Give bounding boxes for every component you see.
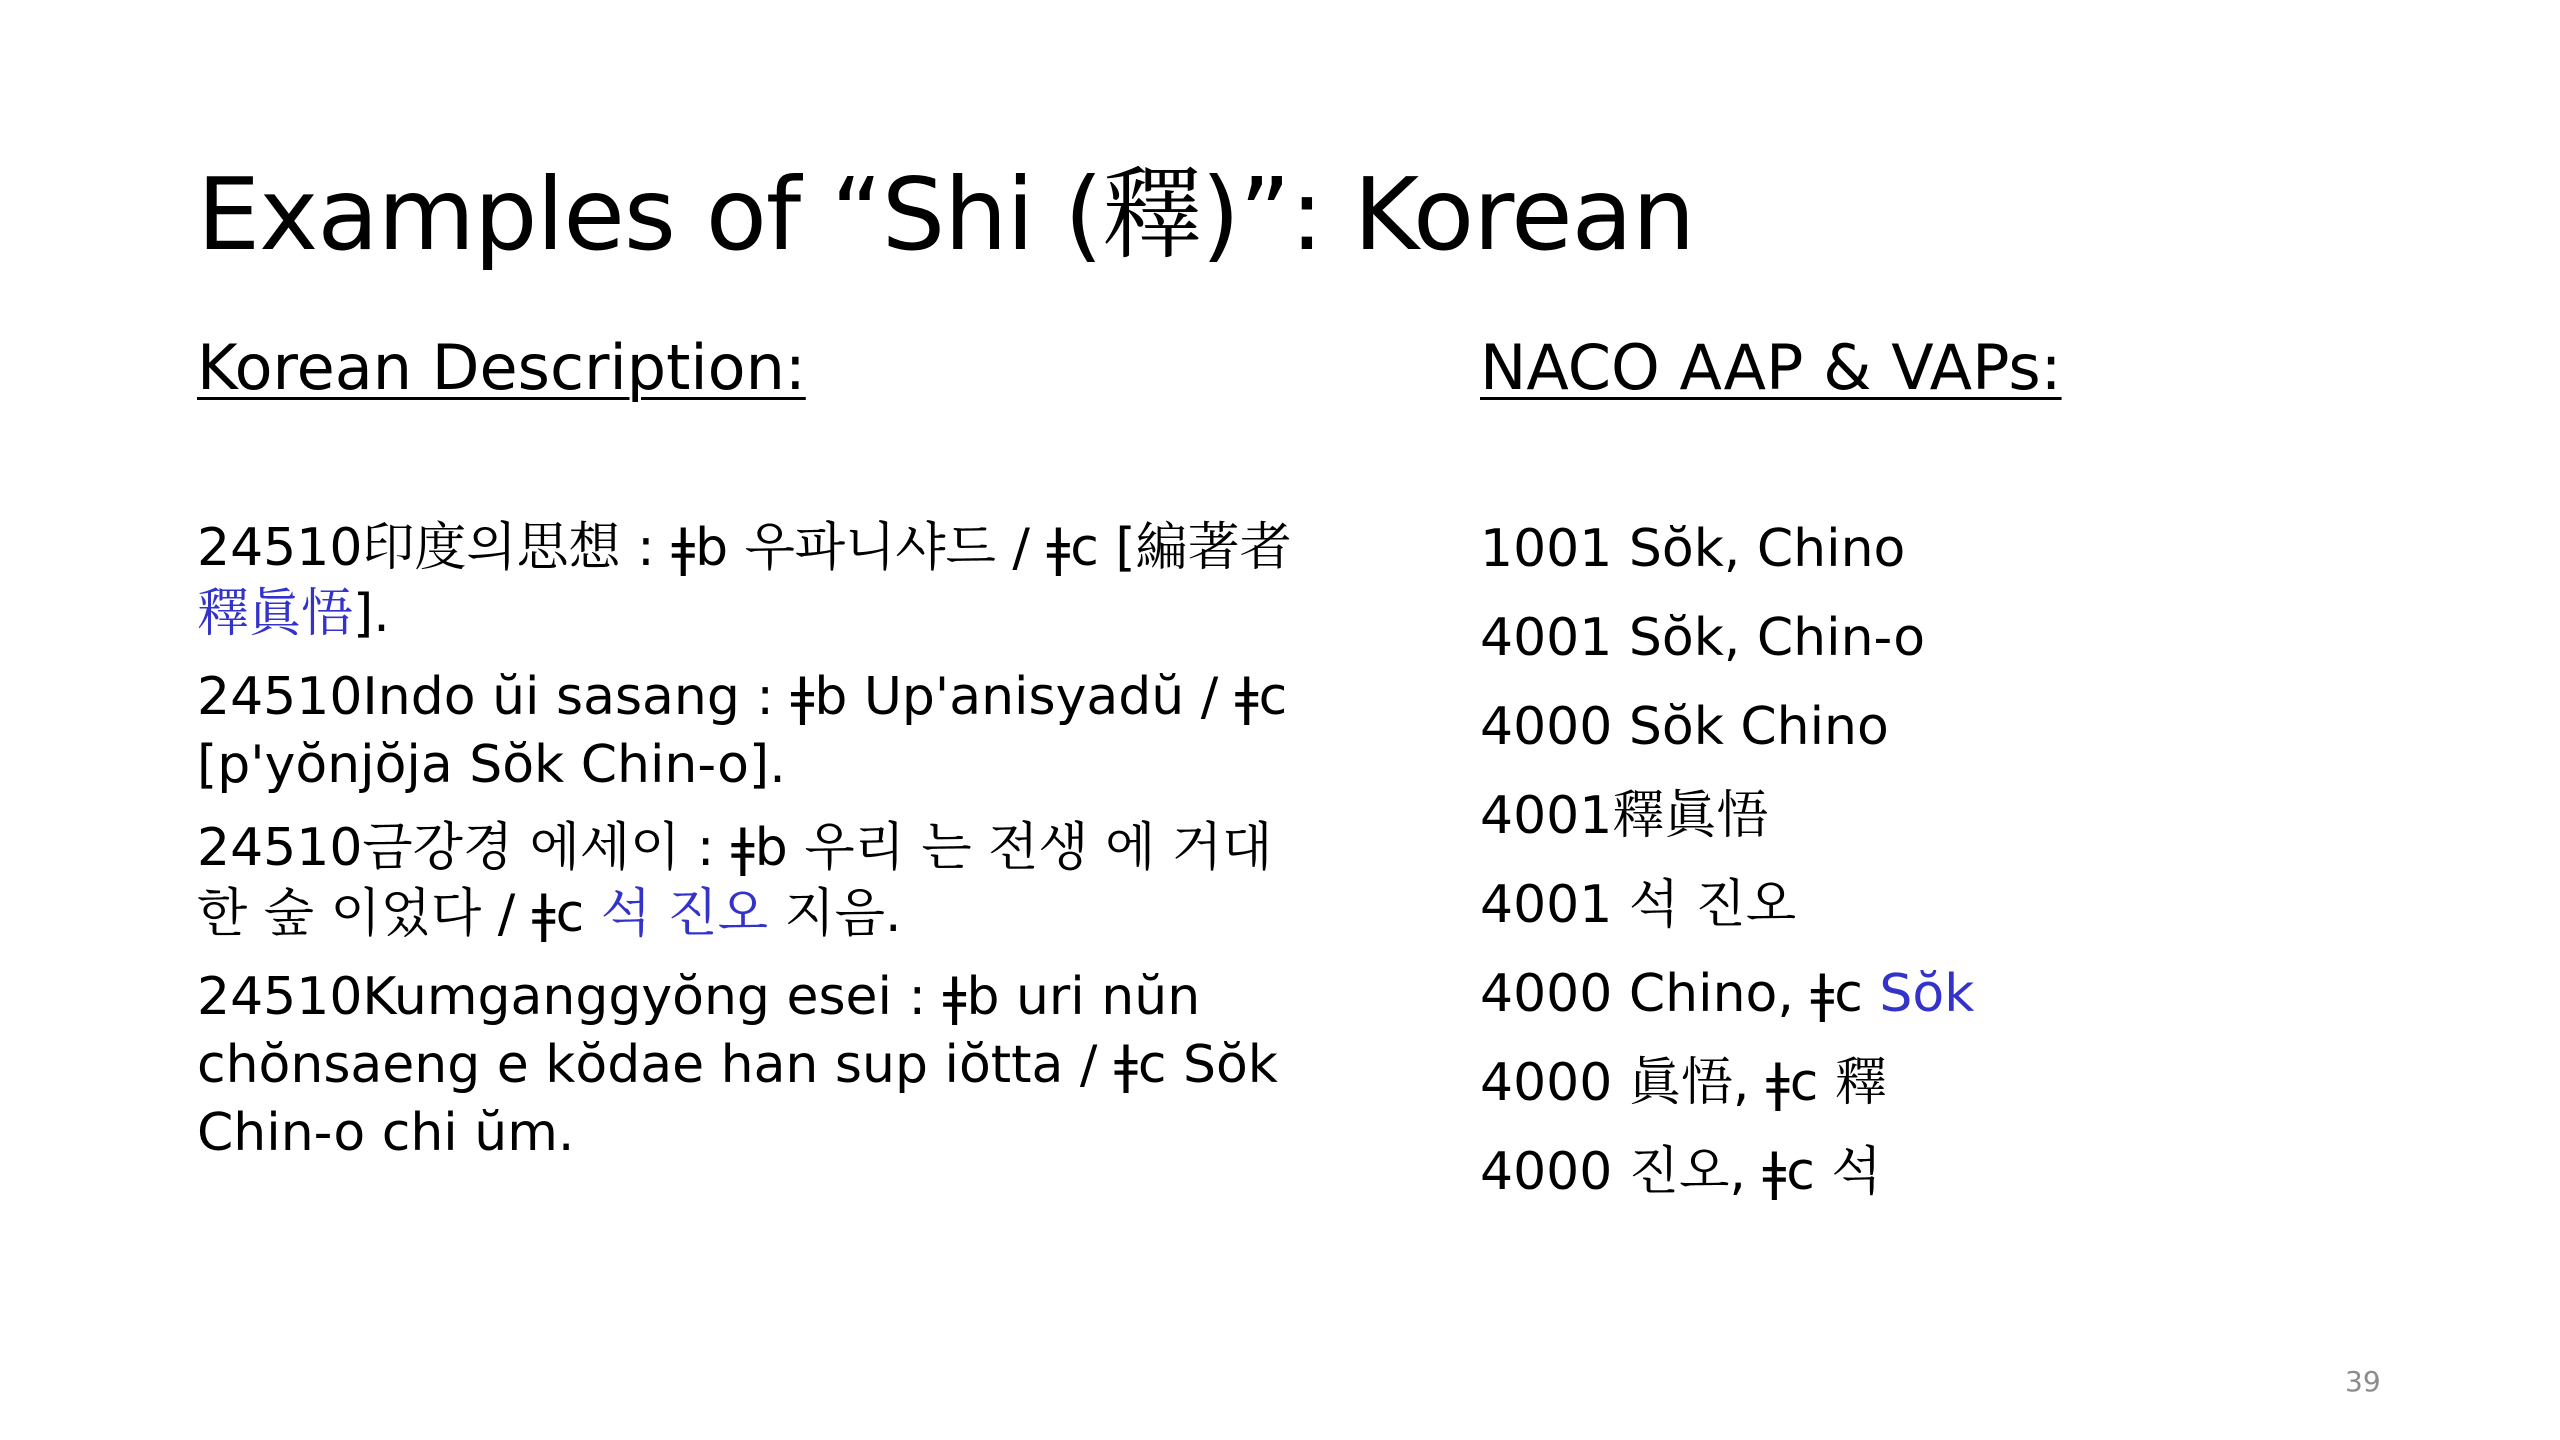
naco-list (1480, 515, 2380, 1227)
description-entry (197, 663, 1317, 799)
korean-description-heading: Korean Description: (197, 331, 806, 404)
entry-text: 지음. (768, 884, 902, 944)
naco-item: 4001釋眞悟 (1480, 786, 1769, 846)
naco-item: 4001 Sŏk, Chin-o (1480, 608, 1926, 668)
korean-description-list (197, 515, 1317, 1183)
naco-heading: NACO AAP & VAPs: (1480, 331, 2062, 404)
naco-item-text: 4000 Chino, ǂc (1480, 964, 1880, 1024)
entry-text: 24510Kumganggyŏng esei : ǂb uri nŭn chŏnsaeng e kŏdae han sup iŏtta / ǂc Sŏk Chin-o chi ŭm. (197, 967, 1278, 1163)
entry-text: 24510금강경 에세이 : ǂb 우리 는 전생 에 거대 한 숲 이었다 / ǂc (197, 818, 1273, 944)
highlighted-name: Sŏk (1879, 964, 1975, 1024)
highlighted-name: 釋眞悟 (197, 584, 354, 644)
highlighted-name: 석 진오 (600, 884, 769, 944)
naco-item: 4000 진오, ǂc 석 (1480, 1142, 1882, 1202)
entry-text: ]. (353, 584, 390, 644)
entry-text: 24510Indo ŭi sasang : ǂb Up'anisyadŭ / ǂc [p'yŏnjŏja Sŏk Chin-o]. (197, 667, 1288, 795)
naco-item: 4000 Sŏk Chino (1480, 697, 1889, 757)
description-entry (197, 515, 1317, 647)
page-number: 39 (2345, 1365, 2381, 1398)
description-entry (197, 815, 1317, 947)
naco-item: 4001 석 진오 (1480, 875, 1797, 935)
description-entry (197, 963, 1317, 1167)
slide-title: Examples of “Shi (釋)”: Korean (197, 156, 1695, 273)
naco-item: 4000 眞悟, ǂc 釋 (1480, 1053, 1887, 1113)
naco-item: 1001 Sŏk, Chino (1480, 519, 1906, 579)
entry-text: 24510印度의思想 : ǂb 우파니샤드 / ǂc [編著者 (197, 518, 1292, 578)
naco-item (1480, 960, 2380, 1049)
